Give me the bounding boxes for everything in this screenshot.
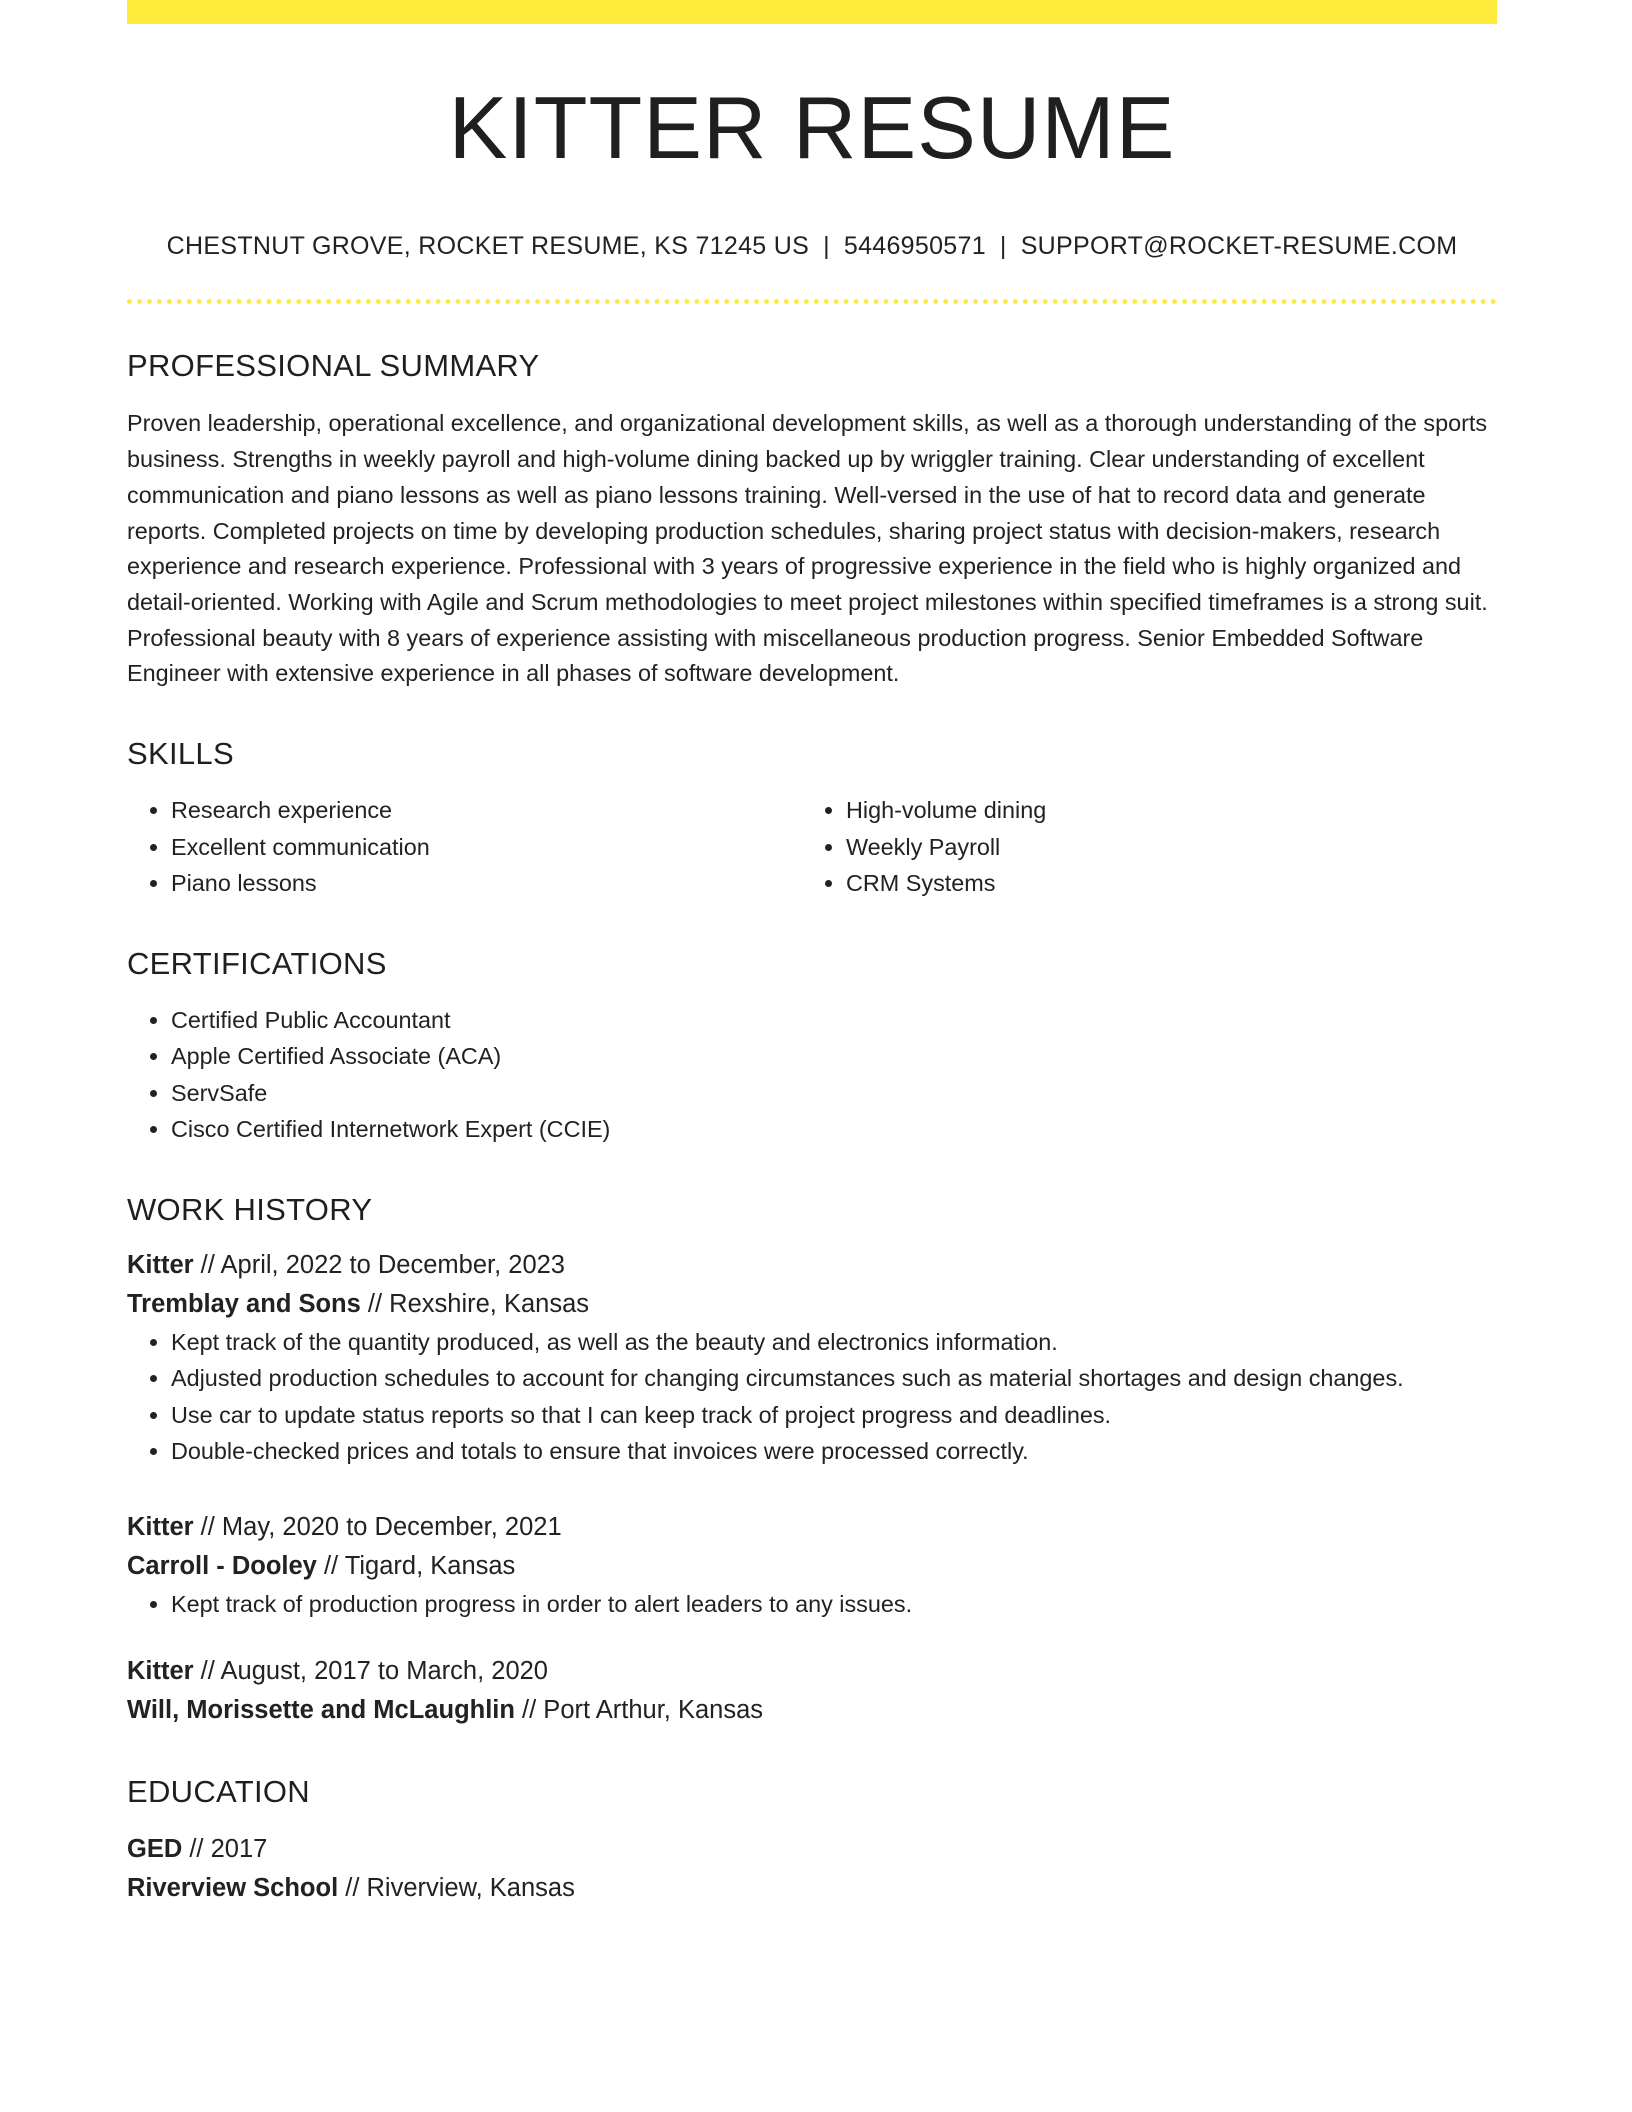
certification-item: • Apple Certified Associate (ACA)	[171, 1038, 1497, 1075]
job-role: Kitter	[127, 1512, 194, 1541]
job-entry	[127, 1508, 1497, 1623]
skills-column-left	[127, 792, 802, 902]
education-degree: GED	[127, 1835, 183, 1864]
education-heading: EDUCATION	[127, 1774, 310, 1810]
contact-line	[127, 232, 1497, 261]
job-duty-item: • Double-checked prices and totals to ensure that invoices were processed correctly.	[171, 1433, 1497, 1470]
skills-column-right	[802, 792, 1477, 902]
job-dates: // August, 2017 to March, 2020	[193, 1657, 548, 1686]
skills-list	[127, 792, 1497, 902]
summary-text: Proven leadership, operational excellence, and organizational development skills, as well as a thorough understanding of the sports business. Strengths in weekly payroll and high-volume dining backed up by wriggler training. Clear understanding of excellent communication and piano lessons as well as piano lessons training. Well-versed in the use of hat to record data and generate reports. Completed projects on time by developing production schedules, sharing project status with decision-makers, research experience and research experience. Professional with 3 years of progressive experience in the field who is highly organized and detail-oriented. Working with Agile and Scrum methodologies to meet project milestones within specified timeframes is a strong suit. Professional beauty with 8 years of experience assisting with miscellaneous production progress. Senior Embedded Software Engineer with extensive experience in all phases of software development.	[127, 410, 1488, 687]
education-school: Riverview School	[127, 1874, 339, 1903]
job-company: Tremblay and Sons	[127, 1289, 361, 1318]
job-entry	[127, 1246, 1497, 1470]
job-duty-item: • Use car to update status reports so that I can keep track of project progress and deadlines.	[171, 1397, 1497, 1434]
separator: |	[999, 232, 1007, 261]
education-entry	[127, 1830, 1497, 1908]
certification-item: • Cisco Certified Internetwork Expert (CCIE)	[171, 1111, 1497, 1148]
skill-item: • Research experience	[171, 792, 802, 829]
certification-item: • Certified Public Accountant	[171, 1002, 1497, 1039]
skill-item: • CRM Systems	[846, 865, 1477, 902]
job-location: // Rexshire, Kansas	[360, 1289, 590, 1318]
dotted-divider	[127, 299, 1497, 304]
job-role: Kitter	[127, 1250, 194, 1279]
job-entry	[127, 1652, 1497, 1730]
job-dates: // April, 2022 to December, 2023	[193, 1250, 565, 1279]
education-location: // Riverview, Kansas	[338, 1874, 575, 1903]
education-degree-line	[127, 1830, 1497, 1869]
email-link[interactable]: SUPPORT@ROCKET-RESUME.COM	[1020, 232, 1458, 261]
certification-item: • ServSafe	[171, 1075, 1497, 1112]
skill-item: • Weekly Payroll	[846, 829, 1477, 866]
job-title-line	[127, 1246, 1497, 1285]
job-duty-item: • Adjusted production schedules to account for changing circumstances such as material shortages and design changes.	[171, 1360, 1497, 1397]
job-location: // Tigard, Kansas	[316, 1551, 516, 1580]
education-year: // 2017	[182, 1835, 268, 1864]
phone: 5446950571	[843, 232, 986, 261]
job-dates: // May, 2020 to December, 2021	[193, 1512, 562, 1541]
job-duty-item: • Kept track of production progress in order to alert leaders to any issues.	[171, 1586, 1497, 1623]
address: CHESTNUT GROVE, ROCKET RESUME, KS 71245 US	[166, 232, 810, 261]
education-school-line	[127, 1869, 1497, 1908]
skill-item: • Excellent communication	[171, 829, 802, 866]
skill-item: • High-volume dining	[846, 792, 1477, 829]
job-company-line	[127, 1691, 1497, 1730]
summary-heading: PROFESSIONAL SUMMARY	[127, 348, 540, 384]
resume-name: KITTER RESUME	[448, 78, 1176, 177]
job-company-line	[127, 1547, 1497, 1586]
job-company: Carroll - Dooley	[127, 1551, 317, 1580]
job-company-line	[127, 1285, 1497, 1324]
job-role: Kitter	[127, 1657, 194, 1686]
accent-bar	[127, 0, 1497, 24]
job-company: Will, Morissette and McLaughlin	[127, 1696, 515, 1725]
work-history-heading: WORK HISTORY	[127, 1191, 373, 1227]
certifications-heading: CERTIFICATIONS	[127, 945, 387, 981]
skills-heading: SKILLS	[127, 736, 234, 772]
certifications-list	[127, 1002, 1497, 1148]
job-duties	[127, 1586, 1497, 1623]
separator: |	[823, 232, 830, 261]
job-duties	[127, 1324, 1497, 1470]
resume-page	[127, 0, 1497, 1908]
skill-item: • Piano lessons	[171, 865, 802, 902]
job-title-line	[127, 1508, 1497, 1547]
job-location: // Port Arthur, Kansas	[514, 1696, 764, 1725]
job-duty-item: • Kept track of the quantity produced, as well as the beauty and electronics information.	[171, 1324, 1497, 1361]
job-title-line	[127, 1652, 1497, 1691]
